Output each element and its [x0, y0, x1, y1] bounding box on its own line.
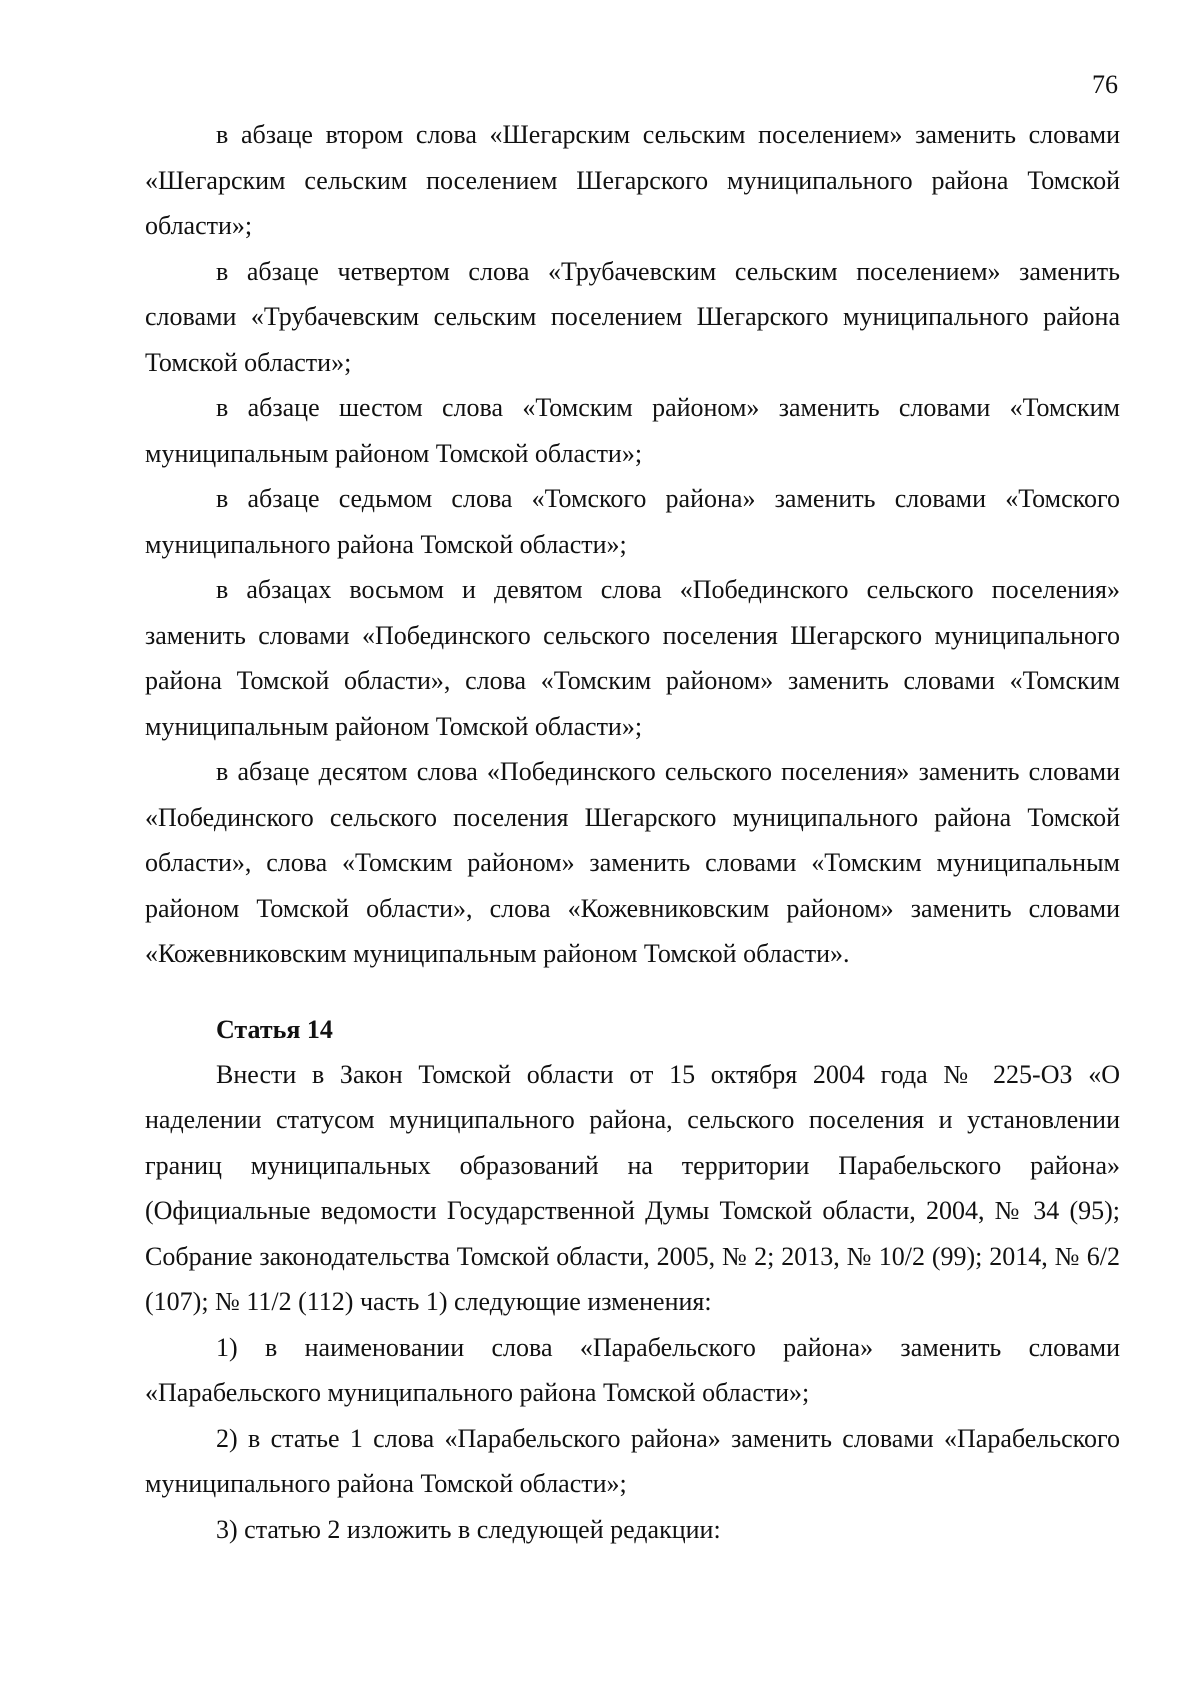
list-item: 1) в наименовании слова «Парабельского района» заменить словами «Парабельского муниципального района Томской области»; — [145, 1332, 1120, 1407]
list-item: 2) в статье 1 слова «Парабельского района» заменить словами «Парабельского муниципального района Томской области»; — [145, 1423, 1120, 1498]
document-body — [145, 112, 1120, 1552]
article-heading: Статья 14 — [216, 1014, 333, 1044]
paragraph: в абзаце втором слова «Шегарским сельским поселением» заменить словами «Шегарским сельским поселением Шегарского муниципального района Томской области»; — [145, 120, 1120, 240]
paragraph: в абзаце четвертом слова «Трубачевским сельским поселением» заменить словами «Трубачевским сельским поселением Шегарского муниципального района Томской области»; — [145, 256, 1120, 377]
paragraph: в абзацах восьмом и девятом слова «Побединского сельского поселения» заменить словами «Побединского сельского поселения Шегарского муниципального района Томской области», слова «Томским районом» заменить словами «Томским муниципальным районом Томской области»; — [145, 575, 1120, 741]
paragraph: в абзаце шестом слова «Томским районом» заменить словами «Томским муниципальным районом Томской области»; — [145, 393, 1120, 468]
paragraph: в абзаце седьмом слова «Томского района» заменить словами «Томского муниципального района Томской области»; — [145, 484, 1120, 559]
page-number: 76 — [1092, 70, 1118, 99]
paragraph: в абзаце десятом слова «Побединского сельского поселения» заменить словами «Побединского сельского поселения Шегарского муниципального района Томской области», слова «Томским районом» заменить словами «Томским муниципальным районом Томской области», слова «Кожевниковским районом» заменить словами «Кожевниковским муниципальным районом Томской области». — [145, 757, 1120, 968]
paragraph: Внести в Закон Томской области от 15 октября 2004 года № 225-ОЗ «О наделении статусом муниципального района, сельского поселения и установлении границ муниципальных образований на территории Парабельского района» (Официальные ведомости Государственной Думы Томской области, 2004, № 34 (95); Собрание законодательства Томской области, 2005, № 2; 2013, № 10/2 (99); 2014, № 6/2 (107); № 11/2 (112) часть 1) следующие изменения: — [145, 1059, 1120, 1316]
list-item: 3) статью 2 изложить в следующей редакции: — [216, 1514, 721, 1544]
